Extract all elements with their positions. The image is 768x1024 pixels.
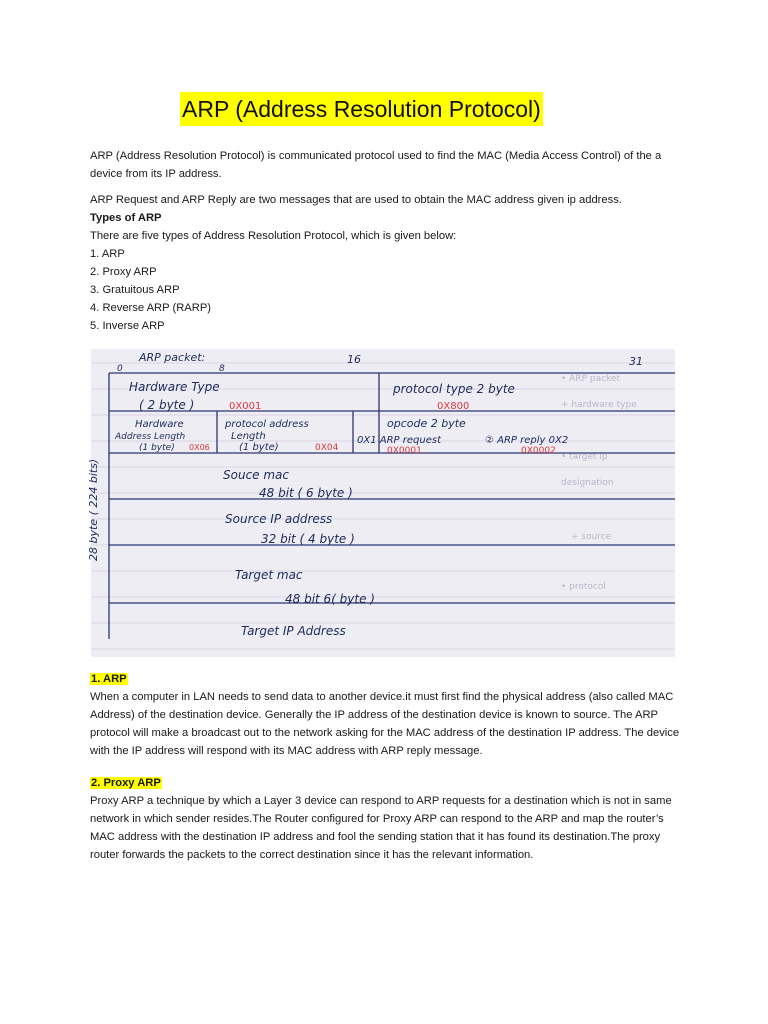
diagram-marker-31: 31 <box>629 355 643 368</box>
diagram-hardware-type-value: 0X001 <box>229 401 262 412</box>
types-section <box>90 191 682 335</box>
diagram-source-mac-size: 48 bit ( 6 byte ) <box>259 486 353 500</box>
page-title: ARP (Address Resolution Protocol) <box>180 92 543 126</box>
svg-text:• ARP packet: • ARP packet <box>561 374 621 384</box>
request-reply-text: ARP Request and ARP Reply are two messages that are used to obtain the MAC address given ip address. <box>90 194 622 206</box>
diagram-source-ip: Source IP address <box>225 512 333 526</box>
diagram-marker-eight: 8 <box>219 364 225 374</box>
diagram-opcode: opcode 2 byte <box>387 417 466 430</box>
types-list-item: 4. Reverse ARP (RARP) <box>90 302 212 314</box>
diagram-hw-addr-len-line1: Hardware <box>135 419 184 430</box>
diagram-proto-addr-len-line1: protocol address <box>225 419 309 430</box>
svg-text:+ source: + source <box>571 532 612 542</box>
svg-text:designation: designation <box>561 478 614 488</box>
diagram-header: ARP packet: <box>139 351 206 364</box>
arp-section <box>90 670 682 760</box>
diagram-hardware-type: Hardware Type <box>129 380 220 394</box>
proxy-arp-heading: 2. Proxy ARP <box>91 777 161 789</box>
diagram-source-mac: Souce mac <box>223 468 289 482</box>
diagram-side-label: 28 byte ( 224 bits) <box>87 458 100 561</box>
diagram-marker-zero: 0 <box>117 364 123 374</box>
diagram-proto-addr-len-value: 0X04 <box>315 443 339 453</box>
svg-text:• target ip: • target ip <box>561 452 608 462</box>
diagram-protocol-type-value: 0X800 <box>437 401 470 412</box>
arp-packet-diagram <box>87 349 675 657</box>
diagram-source-ip-size: 32 bit ( 4 byte ) <box>261 532 355 546</box>
diagram-hw-addr-len-line2: Address Length <box>115 432 186 442</box>
types-list-item: 3. Gratuitous ARP <box>90 284 180 296</box>
diagram-hw-addr-len-line3: (1 byte) <box>139 443 175 453</box>
diagram-opcode-request-value: 0X0001 <box>387 446 422 456</box>
diagram-hw-addr-len-value: 0X06 <box>189 443 210 452</box>
diagram-hardware-type-size: ( 2 byte ) <box>139 398 195 412</box>
diagram-target-mac: Target mac <box>235 568 303 582</box>
diagram-marker-16: 16 <box>347 353 361 366</box>
types-list-item: 5. Inverse ARP <box>90 320 165 332</box>
diagram-proto-addr-len-line2: Length <box>231 431 266 442</box>
diagram-target-mac-size: 48 bit 6( byte ) <box>285 592 375 606</box>
diagram-proto-addr-len-line3: (1 byte) <box>239 442 279 453</box>
proxy-arp-body: Proxy ARP a technique by which a Layer 3 device can respond to ARP requests for a destination which is not in same network in which sender resides.The Router configured for Proxy ARP can respond to the ARP and map the router’s MAC address with the destination IP address and fool the sending station that it has found its destination.The proxy router forwards the packets to the correct destination since it has the relevant information. <box>90 795 672 861</box>
types-list-item: 1. ARP <box>90 248 125 260</box>
types-heading: Types of ARP <box>90 212 162 224</box>
diagram-opcode-reply-value: 0X0002 <box>521 446 556 456</box>
proxy-arp-section <box>90 774 682 864</box>
intro-text: ARP (Address Resolution Protocol) is communicated protocol used to find the MAC (Media Access Control) of the a device from its IP address. <box>90 150 662 180</box>
diagram-protocol-type: protocol type 2 byte <box>393 382 515 396</box>
diagram-target-ip: Target IP Address <box>241 624 346 638</box>
arp-heading: 1. ARP <box>91 673 127 685</box>
svg-text:• protocol: • protocol <box>561 582 606 592</box>
diagram-opcode-reply: ② ARP reply 0X2 <box>485 435 569 446</box>
svg-text:+ hardware type: + hardware type <box>561 400 637 410</box>
arp-packet-diagram-photo <box>87 349 675 657</box>
types-intro: There are five types of Address Resolution Protocol, which is given below: <box>90 230 457 242</box>
arp-body: When a computer in LAN needs to send data to another device.it must first find the physical address (also called MAC Address) of the destination device. Generally the IP address of the destination device is known to source. The ARP protocol will make a broadcast out to the network asking for the MAC address of the destination IP address. The device with the IP address will respond with its MAC address with ARP reply message. <box>90 691 680 757</box>
intro-paragraph <box>90 147 682 183</box>
diagram-opcode-request: 0X1 ARP request <box>357 435 441 446</box>
types-list-item: 2. Proxy ARP <box>90 266 157 278</box>
